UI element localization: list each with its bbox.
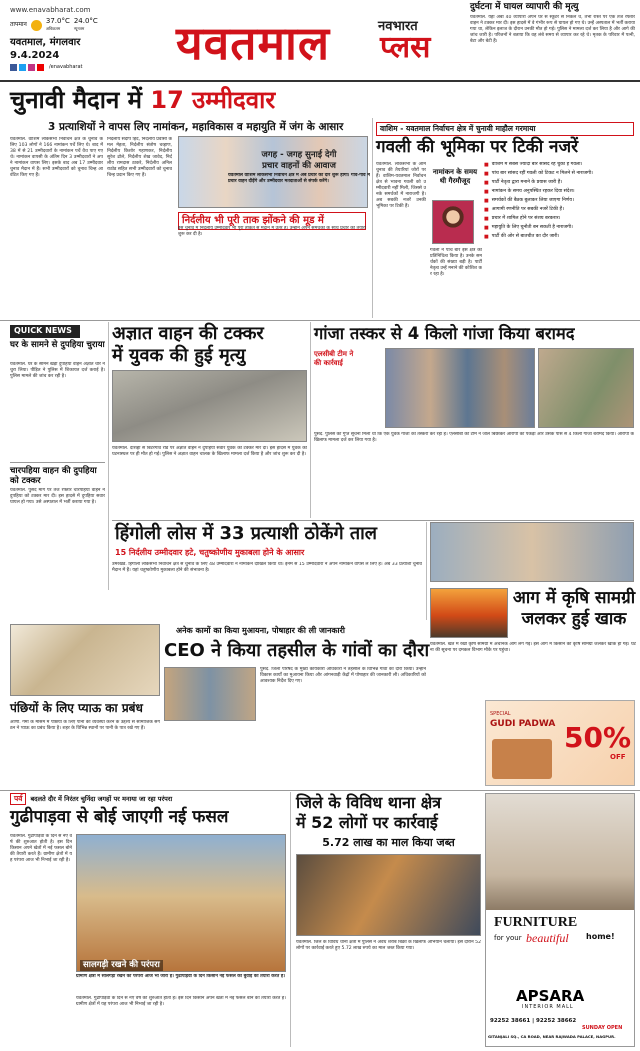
accident-headline [112, 323, 307, 367]
quick-news-label: QUICK NEWS [10, 325, 80, 338]
top-right-story [470, 2, 635, 74]
gudi-kicker-label: पर्व [10, 793, 26, 805]
birds-photo [10, 624, 160, 696]
hingoli-photo [430, 522, 634, 582]
bullet-item: ■ समर्थकों की बैठक बुलाकर लिया जाएगा निर्णय। [484, 198, 574, 204]
ganja-body: पुसद. पुलिस को गुप्त सूचना मिली थी कि एक युवक गांजा की तस्करी कर रहा है। एलसीबी की टीम ने जाल बिछाकर आरोपी को पकड़ा और उसके पास से 4 किलो गांजा बरामद किया। आरोपी के खिलाफ मामला दर्ज कर लिया गया है। [314, 432, 634, 443]
police-subhead: 5.72 लाख का माल किया जब्त [322, 836, 455, 849]
issue-date: 9.4.2024 [10, 50, 60, 61]
sun-icon [31, 20, 42, 31]
ganja-headline: गांजा तस्कर से 4 किलो गांजा किया बरामद [314, 324, 575, 343]
accident-headline-2: में युवक की हुई मृत्यु [112, 345, 246, 366]
furniture-line-4: home! [586, 932, 615, 941]
quote-title-1: जगह - जगह सुनाई देगी [261, 150, 337, 160]
brand-top: नवभारत [378, 19, 418, 34]
furniture-address: GITANJALI SQ., CA ROAD, NEAR RAJWADA PALACE, NAGPUR. [488, 1034, 616, 1039]
quote-title-2: प्रचार वाहनों की आवाज [262, 161, 336, 172]
washim-box-title [430, 168, 480, 186]
bullet-item: ■ महायुति के लिए चुनौती बन सकती है नाराजगी। [484, 225, 573, 231]
top-right-body: यवतमाल. यहां अंबा 40 व्यापारी अपने घर से स्कूटर से निकले थे, तभी रास्ते पर एक तेज रफ्तार वाहन ने टक्कर मार दी। इस हादसे में वे गंभीर रूप से घायल हो गए थे। उन्हें अस्पताल में भर्ती कराया गया था, लेकिन इलाज के दौरान उनकी मौत हो गई। पुलिस ने मामला दर्ज कर लिया है और आगे की जांच जारी है। परिजनों ने बताया कि वह लंबे समय से व्यापार कर रहे थे। मृतक के परिवार में पत्नी, बेटा और बेटी हैं। [470, 15, 635, 44]
furniture-line-3: beautiful [526, 931, 569, 945]
lead-headline [10, 85, 275, 115]
bullet-item: ■ पांच बार सांसद रहीं गवली को टिकट न मिलने से नाराजगी। [484, 171, 593, 177]
gudi-ad-offer: 50% [564, 721, 632, 754]
gudi-headline: गुढीपाड़वा से बोई जाएगी नई फसल [10, 807, 229, 827]
washim-body-2: गवली ने पांच बार इस क्षेत्र का प्रतिनिधित्व किया है। उनके समर्थकों की संख्या बड़ी है। पार्टी नेतृत्व उन्हें मनाने की कोशिश कर रहा है। [430, 248, 482, 277]
bullet-item: ■ नामांकन के समय अनुपस्थित रहकर दिया संदेश। [484, 189, 575, 195]
ganja-caption [314, 350, 384, 368]
temp-label: तापमान [10, 20, 27, 28]
gudi-caption-body: ग्रामीण क्षेत्रों में सालगड़ी रखने की परंपरा आज भी जारी है। गुढीपाड़वा के दिन किसान नई फसल की बुवाई की तैयारी करते हैं। [76, 974, 286, 979]
instagram-icon[interactable] [28, 64, 35, 71]
ceo-kicker: अनेक कामों का किया मुआयना, पोषाहार की ली जानकारी [176, 626, 345, 635]
city-day: यवतमाल, मंगलवार [10, 37, 81, 48]
bullet-item: ■ पार्टी नेतृत्व द्वारा मनाने के प्रयास जारी हैं। [484, 180, 563, 186]
fire-headline-2: जलकर हुई खाक [521, 609, 627, 629]
police-body: यवतमाल. जिले के विविध थाना क्षेत्रों में पुलिस ने अवैध शराब बिक्री के खिलाफ अभियान चलाया। इस दौरान 52 लोगों पर कार्रवाई करते हुए 5.72 लाख रुपये का माल जब्त किया गया। [296, 940, 481, 951]
fire-headline-1: आग में कृषि सामग्री [512, 588, 636, 608]
fire-photo [430, 588, 508, 638]
social-row [10, 64, 83, 71]
police-headline-1: जिले के विविध थाना क्षेत्र [296, 793, 442, 812]
furniture-phones: 92252 38661 | 92252 38662 [490, 1018, 577, 1024]
lead-body-col1: यवतमाल. वाशिम लोकसभा निर्वाचन क्षेत्र के चुनाव के लिए 103 लोगों ने 166 नामांकन पर्चे लिए थे। बाद में 38 में से 21 उम्मीदवारों के नामांकन पर्चे वैध पाए गए थे। नामांकन वापसी के अंतिम दिन 3 उम्मीदवारों ने अपने नामांकन वापस लिए। इसके बाद अब 17 उम्मीदवार चुनाव मैदान में हैं। सभी उम्मीदवारों को चुनाव चिन्ह आवंटित किए गए हैं। [10, 137, 103, 178]
quick-item1-title: घर के सामने से दुपहिया चुराया [10, 340, 105, 350]
birds-body: आर्णी. गर्मी के मौसम में पंछियों के लिए पानी की व्यवस्था करने के उद्देश्य से सामाजिक संगठन ने प्याऊ का प्रबंध किया है। शहर के विभिन्न स्थानों पर पानी के पात्र रखे गए हैं। [10, 720, 160, 731]
accident-headline-1: अज्ञात वाहन की टक्कर [112, 323, 264, 344]
police-headline [296, 793, 481, 833]
furniture-sunday: SUNDAY OPEN [582, 1025, 623, 1031]
fire-headline [512, 588, 636, 630]
weather-box [10, 18, 98, 32]
furniture-ad [485, 793, 635, 1047]
sub-banner: निर्दलीय भी पूरी ताक झोंकने की मूड में [178, 212, 366, 230]
paper-title: यवतमाल [176, 16, 331, 70]
washim-body: यवतमाल. लोकसभा के आम चुनाव की तैयारियां जोरों पर हैं। वाशिम-यवतमाल निर्वाचन क्षेत्र से भावना गवली को उम्मीदवारी नहीं मिली, जिससे उनके समर्थकों में नाराजगी है। अब सबकी नजरें उनकी भूमिका पर टिकी हैं। [376, 162, 426, 209]
temp-min: 24.0°C [73, 17, 98, 25]
hingoli-headline: हिंगोली लोस में 33 प्रत्याशी ठोकेंगे ताल [115, 523, 377, 544]
washim-box-title-2: थी गैरमौजूद [439, 177, 471, 185]
furniture-line-2: for your [494, 934, 522, 942]
quick-item1-body: यवतमाल. घर के सामने खड़ी दुपहिया वाहन अज्ञात चोर ने चुरा लिया। पीड़ित ने पुलिस में शिकायत दर्ज कराई है। पुलिस मामले की जांच कर रही है। [10, 362, 105, 379]
website-link[interactable]: www.enavabharat.com [10, 6, 91, 14]
ganja-photo [385, 348, 535, 428]
gudi-photo-caption: सालगड़ी रखने की परंपरा [80, 960, 163, 971]
facebook-icon[interactable] [10, 64, 17, 71]
bullet-item: ■ पार्टी की ओर से बातचीत का दौर जारी। [484, 234, 560, 240]
quick-item2-body: यवतमाल. पुसद मार्ग पर तेज रफ्तार चारपहिया वाहन ने दुपहिया को टक्कर मार दी। इस हादसे में दुपहिया सवार घायल हो गया। उसे अस्पताल में भर्ती कराया गया है। [10, 488, 105, 505]
furniture-line-1: FURNITURE [494, 915, 578, 930]
furniture-ad-image [486, 794, 635, 910]
quote-body: यवतमाल वाशिम लोकसभा निर्वाचन क्षेत्र में अब प्रचार का दौर शुरू होगा। गांव-गांव में प्रचार वाहन दौड़ेंगे और उम्मीदवार मतदाताओं से संपर्क करेंगे। [228, 172, 370, 184]
temp-max: 37.0°C [45, 17, 70, 25]
ganja-photo-2 [538, 348, 634, 428]
bullet-item: ■ आगामी रणनीति पर सबकी नजरें टिकी हैं। [484, 207, 564, 213]
top-right-headline: दुर्घटना में घायल व्यापारी की मृत्यु [470, 2, 579, 12]
social-handle[interactable]: /enavabharat [49, 64, 83, 71]
gudi-body-2: यवतमाल. गुढीपाड़वा के दिन से नए वर्ष की शुरुआत होती है। इस दिन किसान अपने खेतों में नई फसल बोने की तैयारी करते हैं। ग्रामीण क्षेत्रों में यह परंपरा आज भी निभाई जा रही है। [76, 996, 286, 1007]
gudi-photo [76, 834, 286, 972]
hingoli-body: उमरखेड. हिंगोली लोकसभा निर्वाचन क्षेत्र से चुनाव के लिए 48 उम्मीदवारों ने नामांकन दाखिल किया था। इनमें से 15 उम्मीदवारों ने अपने नामांकन वापस ले लिए हैं। अब 33 प्रत्याशी चुनाव मैदान में हैं। यहां चतुष्कोणीय मुकाबला होने की संभावना है। [112, 562, 422, 573]
temp-max-label: अधिकतम [45, 26, 61, 31]
quick-item2-title: चारपहिया वाहन की दुपहिया को टक्कर [10, 466, 97, 486]
brand-bottom: प्लस [380, 30, 431, 65]
gudi-ad [485, 700, 635, 786]
gudi-ad-product-image [492, 739, 552, 779]
police-headline-2: में 52 लोगों पर कार्रवाई [296, 813, 438, 832]
accident-body: यवतमाल. दारव्हा से बिटरगांव रोड पर अज्ञात वाहन ने दुपहिया सवार युवक को टक्कर मार दी। इस हादसे में युवक की घटनास्थल पर ही मौत हो गई। पुलिस ने अज्ञात वाहन चालक के खिलाफ मामला दर्ज किया है और जांच शुरू कर दी है। [112, 446, 307, 457]
gudi-ad-label-2: GUDI PADWA [490, 719, 556, 729]
quote-box [228, 150, 370, 199]
twitter-icon[interactable] [19, 64, 26, 71]
gudi-kicker-row [10, 793, 285, 805]
accident-photo [112, 370, 307, 442]
ganja-caption-2: की कार्रवाई [314, 359, 343, 367]
police-photo [296, 854, 481, 936]
gudi-kicker: बदलते दौर में निरंतर चुनिंदा जगहों पर मनाया जा रहा परंपरा [30, 794, 173, 803]
birds-headline: पंछियों के लिए प्याऊ का प्रबंध [10, 701, 143, 715]
washim-headline: गवली की भूमिका पर टिकी नजरें [376, 137, 579, 157]
bullet-item: ■ प्रचार में शामिल होने पर संशय बरकरार। [484, 216, 561, 222]
youtube-icon[interactable] [37, 64, 44, 71]
temp-min-label: न्यूनतम [73, 26, 85, 31]
washim-box-title-1: नामांकन के समय [432, 168, 478, 176]
apsara-logo: APSARA [516, 987, 585, 1005]
hingoli-subhead: 15 निर्दलीय उम्मीदवार हटे, चतुष्कोणीय मुकाबला होने के आसार [115, 548, 305, 557]
gudi-ad-offer-suffix: OFF [610, 753, 626, 761]
apsara-logo-sub: INTERIOR MALL [522, 1004, 574, 1010]
lead-subhead: 3 प्रत्याशियों ने वापस लिए नामांकन, महाविकास व महायुति में जंग के आसार [48, 121, 344, 133]
washim-portrait [432, 200, 474, 244]
lead-headline-part1: चुनावी मैदान में [10, 86, 143, 114]
lead-body-col2: निर्दलीय संदीप हिंदे, निर्दलीय प्रवासी कमल मेहता, निर्दलीय संतोष चव्हाण, निर्दलीय किशोर गहाणकर, निर्दलीय सुरेश ढोले, निर्दलीय शेख जावेद, निर्दलीय रामदास ठाकरे, निर्दलीय अनिल राठोड सहित सभी उम्मीदवारों को चुनाव चिन्ह प्रदान किए गए हैं। [107, 137, 172, 178]
sub-body: इस चुनाव में निर्दलीय उम्मीदवार भी पूरी ताकत से मैदान में उतरे हैं। उन्होंने अपने समर्थकों के साथ प्रचार की तैयारी शुरू कर दी है। [178, 226, 366, 237]
gudi-ad-label-1: SPECIAL [490, 711, 511, 717]
lead-headline-part2: 17 उम्मीदवार [150, 86, 276, 114]
washim-bullets [484, 162, 636, 317]
ceo-body: पुसद. जिला परिषद के मुख्य कार्यकारी अधिकारी ने तहसील के विभिन्न गांवों का दौरा किया। उन्होंने विकास कार्यों का मुआयना किया और आंगनवाड़ी केंद्रों में पोषाहार की जानकारी ली। अधिकारियों को आवश्यक निर्देश दिए गए। [260, 667, 426, 684]
ceo-headline: CEO ने किया तहसील के गांवों का दौरा [164, 640, 430, 661]
bullet-item: ■ वाशिम में सबसे ज्यादा बार सांसद रह चुकी हैं गवली। [484, 162, 583, 168]
washim-kicker: वाशिम - यवतमाल निर्वाचन क्षेत्र में चुनावी माहौल गरमाया [376, 122, 634, 136]
ganja-caption-1: एलसीबी टीम ने [314, 350, 354, 358]
fire-body: यवतमाल. खेत में रखी कृषि सामग्री में अचानक आग लग गई। इस आग में किसान की कृषि सामग्री जलकर खाक हो गई। घटना की सूचना पर दमकल विभाग मौके पर पहुंचा। [430, 642, 636, 653]
gudi-body: यवतमाल. गुढीपाड़वा के दिन से नए वर्ष की शुरुआत होती है। इस दिन किसान अपने खेतों में नई फसल बोने की तैयारी करते हैं। ग्रामीण क्षेत्रों में यह परंपरा आज भी निभाई जा रही है। [10, 834, 72, 863]
